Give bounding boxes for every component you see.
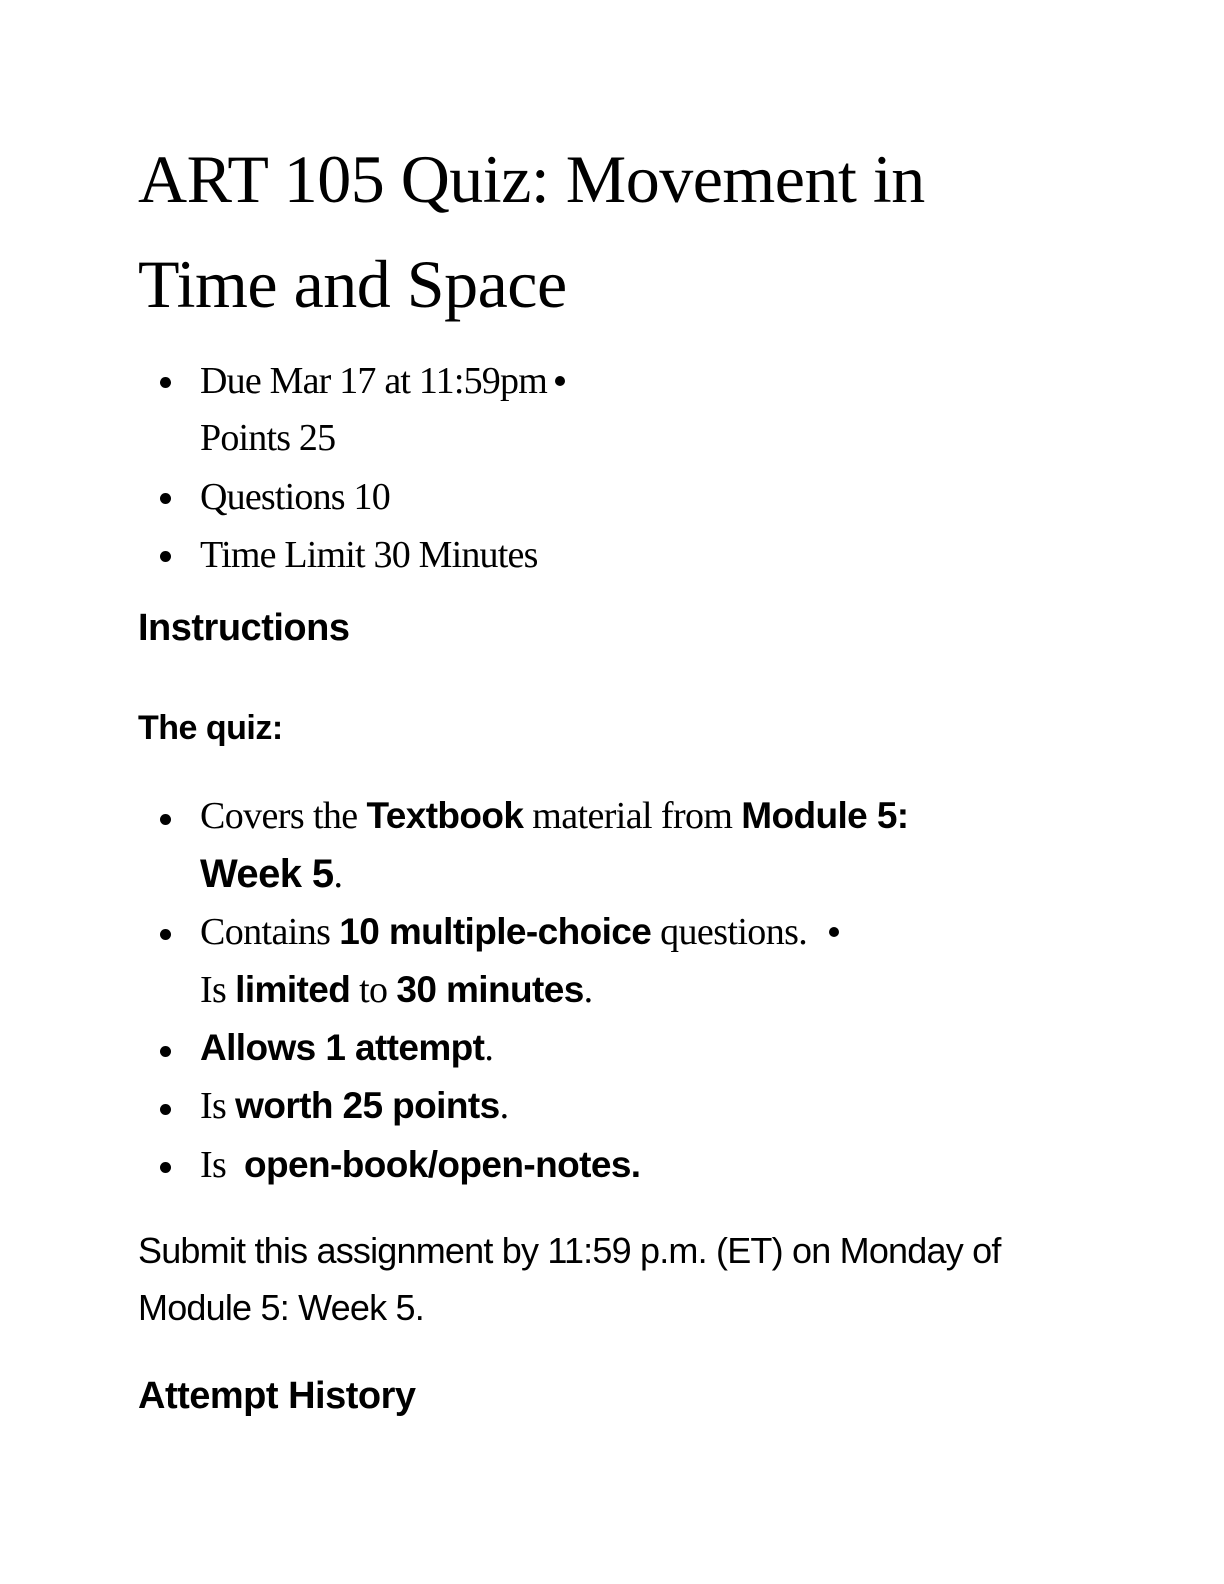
bullet-icon: [160, 1162, 171, 1173]
quiz-subheading: The quiz:: [138, 709, 283, 747]
bullet-icon: [555, 376, 565, 386]
bullet-icon: [160, 1104, 171, 1115]
page-title-line-1: ART 105 Quiz: Movement in: [138, 141, 925, 217]
page-title-line-2: Time and Space: [138, 246, 567, 322]
submit-instructions-line-1: Submit this assignment by 11:59 p.m. (ET) on Monday of: [138, 1230, 1001, 1271]
bullet-icon: [160, 493, 171, 504]
bullet-icon: [160, 814, 171, 825]
list-item-attempt: Allows 1 attempt.: [200, 1027, 494, 1069]
submit-instructions-line-2: Module 5: Week 5.: [138, 1287, 424, 1328]
list-item-covers-cont: Week 5.: [200, 852, 343, 896]
list-item-covers: Covers the Textbook material from Module 5:: [200, 795, 909, 837]
attempt-history-heading: Attempt History: [138, 1375, 416, 1417]
list-item-open-book: Is open-book/open-notes.: [200, 1144, 641, 1186]
list-item-worth: Is worth 25 points.: [200, 1085, 509, 1127]
time-limit: Time Limit 30 Minutes: [200, 534, 538, 576]
bullet-icon: [160, 929, 171, 940]
due-date: Due Mar 17 at 11:59pm: [200, 362, 565, 400]
bullet-icon: [160, 377, 171, 388]
bullet-icon: [160, 1046, 171, 1057]
list-item-contains: Contains 10 multiple-choice questions.: [200, 913, 839, 951]
bullet-icon: [160, 551, 171, 562]
points: Points 25: [200, 417, 336, 459]
list-item-limited: Is limited to 30 minutes.: [200, 969, 593, 1011]
bullet-icon: [829, 927, 839, 937]
instructions-heading: Instructions: [138, 607, 350, 649]
questions-count: Questions 10: [200, 476, 390, 518]
